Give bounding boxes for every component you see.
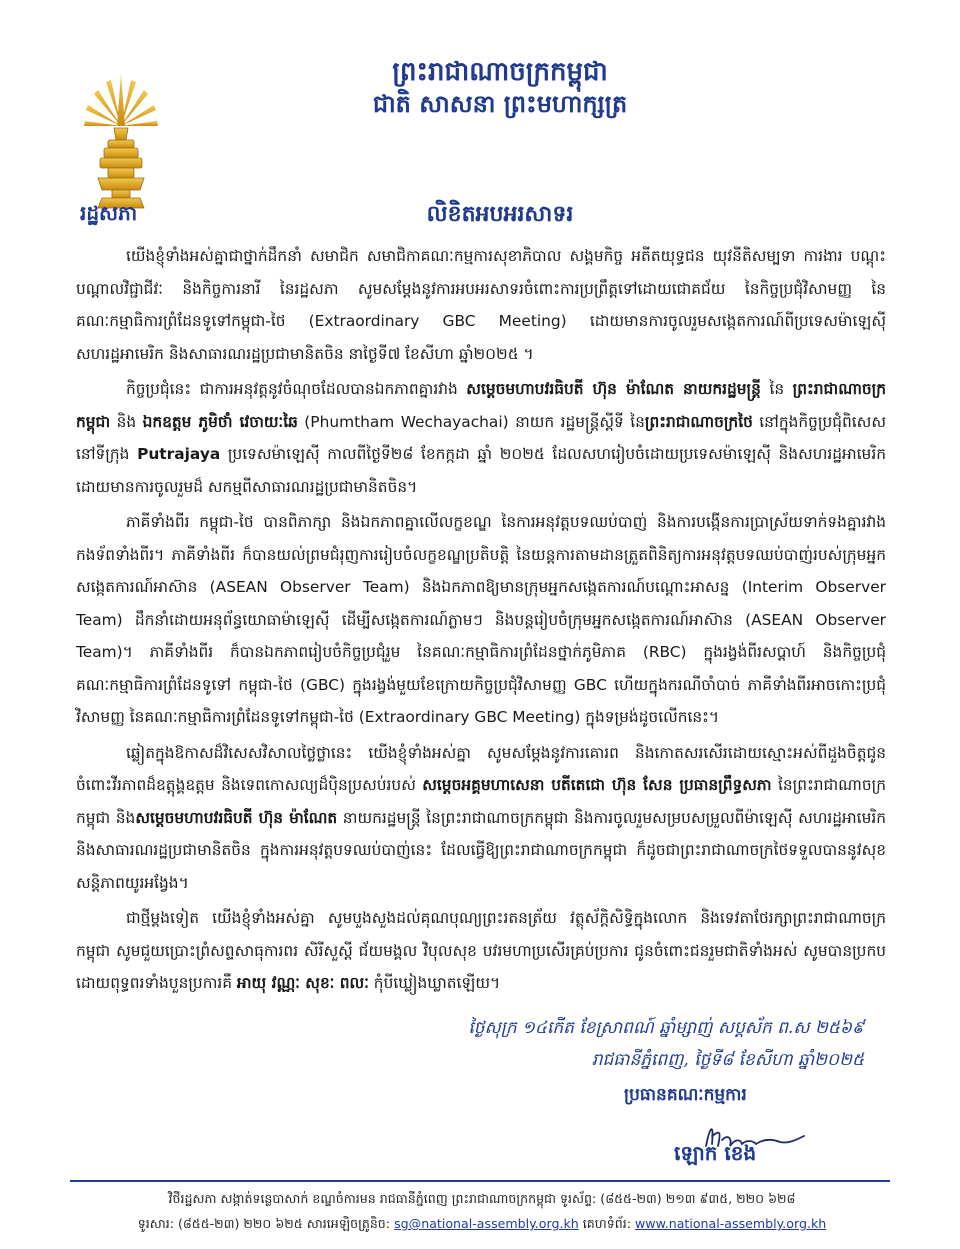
signatory-title: ប្រធានគណៈកម្មការ (624, 1085, 747, 1105)
document-title: លិខិតអបអរសាទរ (426, 201, 574, 227)
p2-text: នៅក្នុងកិច្ចប្រជុំពិសេស នៅទីក្រុង (76, 412, 886, 463)
footer-contacts (72, 1211, 892, 1236)
p2-text: ប្រទេសម៉ាឡេស៊ី កាលពីថ្ងៃទី២៨ ខែកក្កដា ឆ្នាំ ២០២៥ ដែលសហរៀបចំដោយប្រទេសម៉ាឡេស៊ី និងសហរដ្ឋអាមេរិក ដោយមានការចូលរួមដ៏ សកម្មពីសាធារណរដ្ឋប្រជាមានិតចិន។ (76, 445, 886, 496)
lunar-date: ថ្ងៃសុក្រ ១៤កើត ខែស្រាពណ៍ ឆ្នាំម្សាញ់ សប្តស័ក ព.ស ២៥៦៩ (468, 1018, 864, 1038)
motto-kingdom: ព្រះរាជាណាចក្រកម្ពុជា (392, 57, 608, 87)
gregorian-date: រាជធានីភ្នំពេញ, ថ្ងៃទី៨ ខែសីហា ឆ្នាំ២០២៥ (591, 1050, 864, 1070)
p5-text: កុំបីឃ្លៀងឃ្លាតឡើយ។ (368, 974, 501, 992)
date-block (468, 1012, 864, 1076)
ministry-label: រដ្ឋសភា (80, 201, 138, 225)
p2-pm-name: សម្តេចមហាបវរធិបតី ហ៊ុន ម៉ាណែត នាយករដ្ឋមន្ត្រី (466, 380, 761, 398)
p2-text: កិច្ចប្រជុំនេះ ជាការអនុវត្តនូវចំណុចដែលបានឯកភាពគ្នារវាង (126, 380, 467, 398)
footer-web-label: គេហទំព័រ: (578, 1216, 635, 1231)
footer-fax: ទូរសារ: (៨៥៥-២៣) ២២០ ៦២៥ សារអេឡិចត្រូនិច: (137, 1216, 395, 1231)
p2-city-putrajaya: Putrajaya (137, 445, 221, 463)
paragraph-4 (76, 737, 886, 900)
p2-kingdom-cambodia: ព្រះរាជាណាចក្រកម្ពុជា (76, 380, 886, 431)
p4-text: ឆ្លៀតក្នុងឱកាសដ៏វិសេសវិសាលថ្លៃថ្លានេះ យើងខ្ញុំទាំងអស់គ្នា សូមសម្តែងនូវការគោរព និងកោតសរសើរដោយស្មោះអស់ពីដួងចិត្តជូនចំពោះវីរភាពដ៏ឧត្តុង្គឧត្តម និងទេពកោសល្យដ៏ប៉ិនប្រសប់របស់ (76, 743, 886, 794)
footer-divider (70, 1180, 890, 1182)
website-link[interactable]: www.national-assembly.org.kh (634, 1216, 827, 1231)
p2-kingdom-thailand: ព្រះរាជាណាចក្រថៃ (644, 412, 753, 431)
signatory-name: ឡោក ខេង (674, 1141, 757, 1165)
p4-text: នាយករដ្ឋមន្ត្រី នៃព្រះរាជាណាចក្រកម្ពុជា និងការចូលរួមសម្របសម្រួលពីម៉ាឡេស៊ី សហរដ្ឋអាមេរិក និងសាធារណរដ្ឋប្រជាមានិតចិន ក្នុងការអនុវត្តបទឈប់បាញ់នេះ ដែលធ្វើឱ្យព្រះរាជាណាចក្រកម្ពុជា ក៏ដូចជាព្រះរាជាណាចក្រថៃទទួលបាននូវសុខសន្តិភាពយូរអង្វែង។ (76, 808, 886, 892)
p2-text: និង (110, 412, 143, 431)
paragraph-3: ភាគីទាំងពីរ កម្ពុជា-ថៃ បានពិភាក្សា និងឯកភាពគ្នាលើលក្ខខណ្ឌ នៃការអនុវត្តបទឈប់បាញ់ និងការបង្កើនការប្រាស្រ័យទាក់ទងគ្នារវាងកងទ័ពទាំងពីរ។ ភាគីទាំងពីរ ក៏បានយល់ព្រមជំរុញការរៀបចំលក្ខខណ្ឌប្រតិបត្តិ នៃយន្តការតាមដានត្រួតពិនិត្យការអនុវត្តបទឈប់បាញ់របស់ក្រុមអ្នកសង្កេតការណ៍អាស៊ាន (ASEAN Observer Team) និងឯកភាពឱ្យមានក្រុមអ្នកសង្កេតការណ៍បណ្តោះអាសន្ន (Interim Observer Team) ដឹកនាំដោយអនុព័ន្ធយោធាម៉ាឡេស៊ី ដើម្បីសង្កេតការណ៍ភ្លាមៗ និងបន្តរៀបចំក្រុមអ្នកសង្កេតការណ៍អាស៊ាន (ASEAN Observer Team)។ ភាគីទាំងពីរ ក៏បានឯកភាពរៀបចំកិច្ចប្រជុំរួម នៃគណៈកម្មាធិការព្រំដែនថ្នាក់ភូមិភាគ (RBC) ក្នុងរង្វង់ពីរសប្តាហ៍ និងកិច្ចប្រជុំគណៈកម្មាធិការព្រំដែនទូទៅ កម្ពុជា-ថៃ (GBC) ក្នុងរង្វង់មួយខែក្រោយកិច្ចប្រជុំវិសាមញ្ញ GBC ហើយក្នុងករណីចាំបាច់ ភាគីទាំងពីរអាចកោះប្រជុំវិសាមញ្ញ នៃគណៈកម្មាធិការព្រំដែនទូទៅកម្ពុជា-ថៃ (Extraordinary GBC Meeting) ក្នុងទម្រង់ដូចលើកនេះ។ (76, 513, 886, 726)
p4-pm-name: សម្តេចមហាបវរធិបតី ហ៊ុន ម៉ាណែត (135, 808, 338, 827)
footer-address: វិថីរដ្ឋសភា សង្កាត់ទន្លេបាសាក់ ខណ្ឌចំការមន រាជធានីភ្នំពេញ ព្រះរាជាណាចក្រកម្ពុជា ទូរស័ព្ទ: (៨៥៥-២៣) ២១៣ ៩៣៥, ២២០ ៦២៨ (168, 1191, 796, 1206)
paragraph-1: យើងខ្ញុំទាំងអស់គ្នាជាថ្នាក់ដឹកនាំ សមាជិក សមាជិកាគណៈកម្មការសុខាភិបាល សង្គមកិច្ច អតីតយុទ្ធជន យុវនីតិសម្បទា ការងារ បណ្តុះបណ្តាលវិជ្ជាជីវៈ និងកិច្ចការនារី នៃរដ្ឋសភា សូមសម្តែងនូវការអបអរសាទរចំពោះការប្រព្រឹត្តទៅដោយជោគជ័យ នៃកិច្ចប្រជុំវិសាមញ្ញ នៃគណៈកម្មាធិការព្រំដែនទូទៅកម្ពុជា-ថៃ (Extraordinary GBC Meeting) ដោយមានការចូលរួមសង្កេតការណ៍ពីប្រទេសម៉ាឡេស៊ី សហរដ្ឋអាមេរិក និងសាធារណរដ្ឋប្រជាមានិតចិន នាថ្ងៃទី៧ ខែសីហា ឆ្នាំ២០២៥ ។ (76, 247, 886, 363)
parliament-emblem-icon (78, 68, 164, 218)
p2-thai-pm-name: ឯកឧត្តម ភូមិថាំ វេចាយៈឆៃ (142, 412, 298, 431)
motto-nation-religion-king: ជាតិ សាសនា ព្រះមហាក្សត្រ (372, 89, 628, 118)
p2-text: នៃ (760, 380, 793, 398)
p5-text: ជាថ្មីម្តងទៀត យើងខ្ញុំទាំងអស់គ្នា សូមបួងសួងដល់គុណបុណ្យព្រះរតនត្រ័យ វត្ថុស័ក្តិសិទ្ធិក្នុងលោក និងទេវតាថែរក្សាព្រះរាជាណាចក្រកម្ពុជា សូមជួយប្រោះព្រំសព្ទសាធុការពរ សិរីសួស្តី ជ័យមង្គល វិបុលសុខ បវរមហាប្រសើរគ្រប់ប្រការ ជូនចំពោះជនរួមជាតិទាំងអស់ សូមបានប្រកបដោយពុទ្ធពរទាំងបួនប្រការគឺ (76, 909, 886, 992)
paragraph-2 (76, 373, 886, 503)
national-motto (260, 56, 740, 120)
letter-body (76, 240, 886, 1003)
paragraph-5 (76, 902, 886, 1000)
p4-text: នៃព្រះរាជាណាចក្រកម្ពុជា និង (76, 776, 886, 827)
p4-senate-president-name: សម្តេចអគ្គមហាសេនា បតីតេជោ ហ៊ុន សែន ប្រធានព្រឹទ្ធសភា (422, 776, 772, 794)
footer (72, 1186, 892, 1236)
email-link[interactable]: sg@national-assembly.org.kh (394, 1216, 579, 1231)
p5-blessings: អាយុ វណ្ណៈ សុខៈ ពលៈ (236, 974, 369, 992)
p2-text: (Phumtham Wechayachai) នាយក រដ្ឋមន្ត្រីស្តីទី នៃ (297, 412, 645, 431)
